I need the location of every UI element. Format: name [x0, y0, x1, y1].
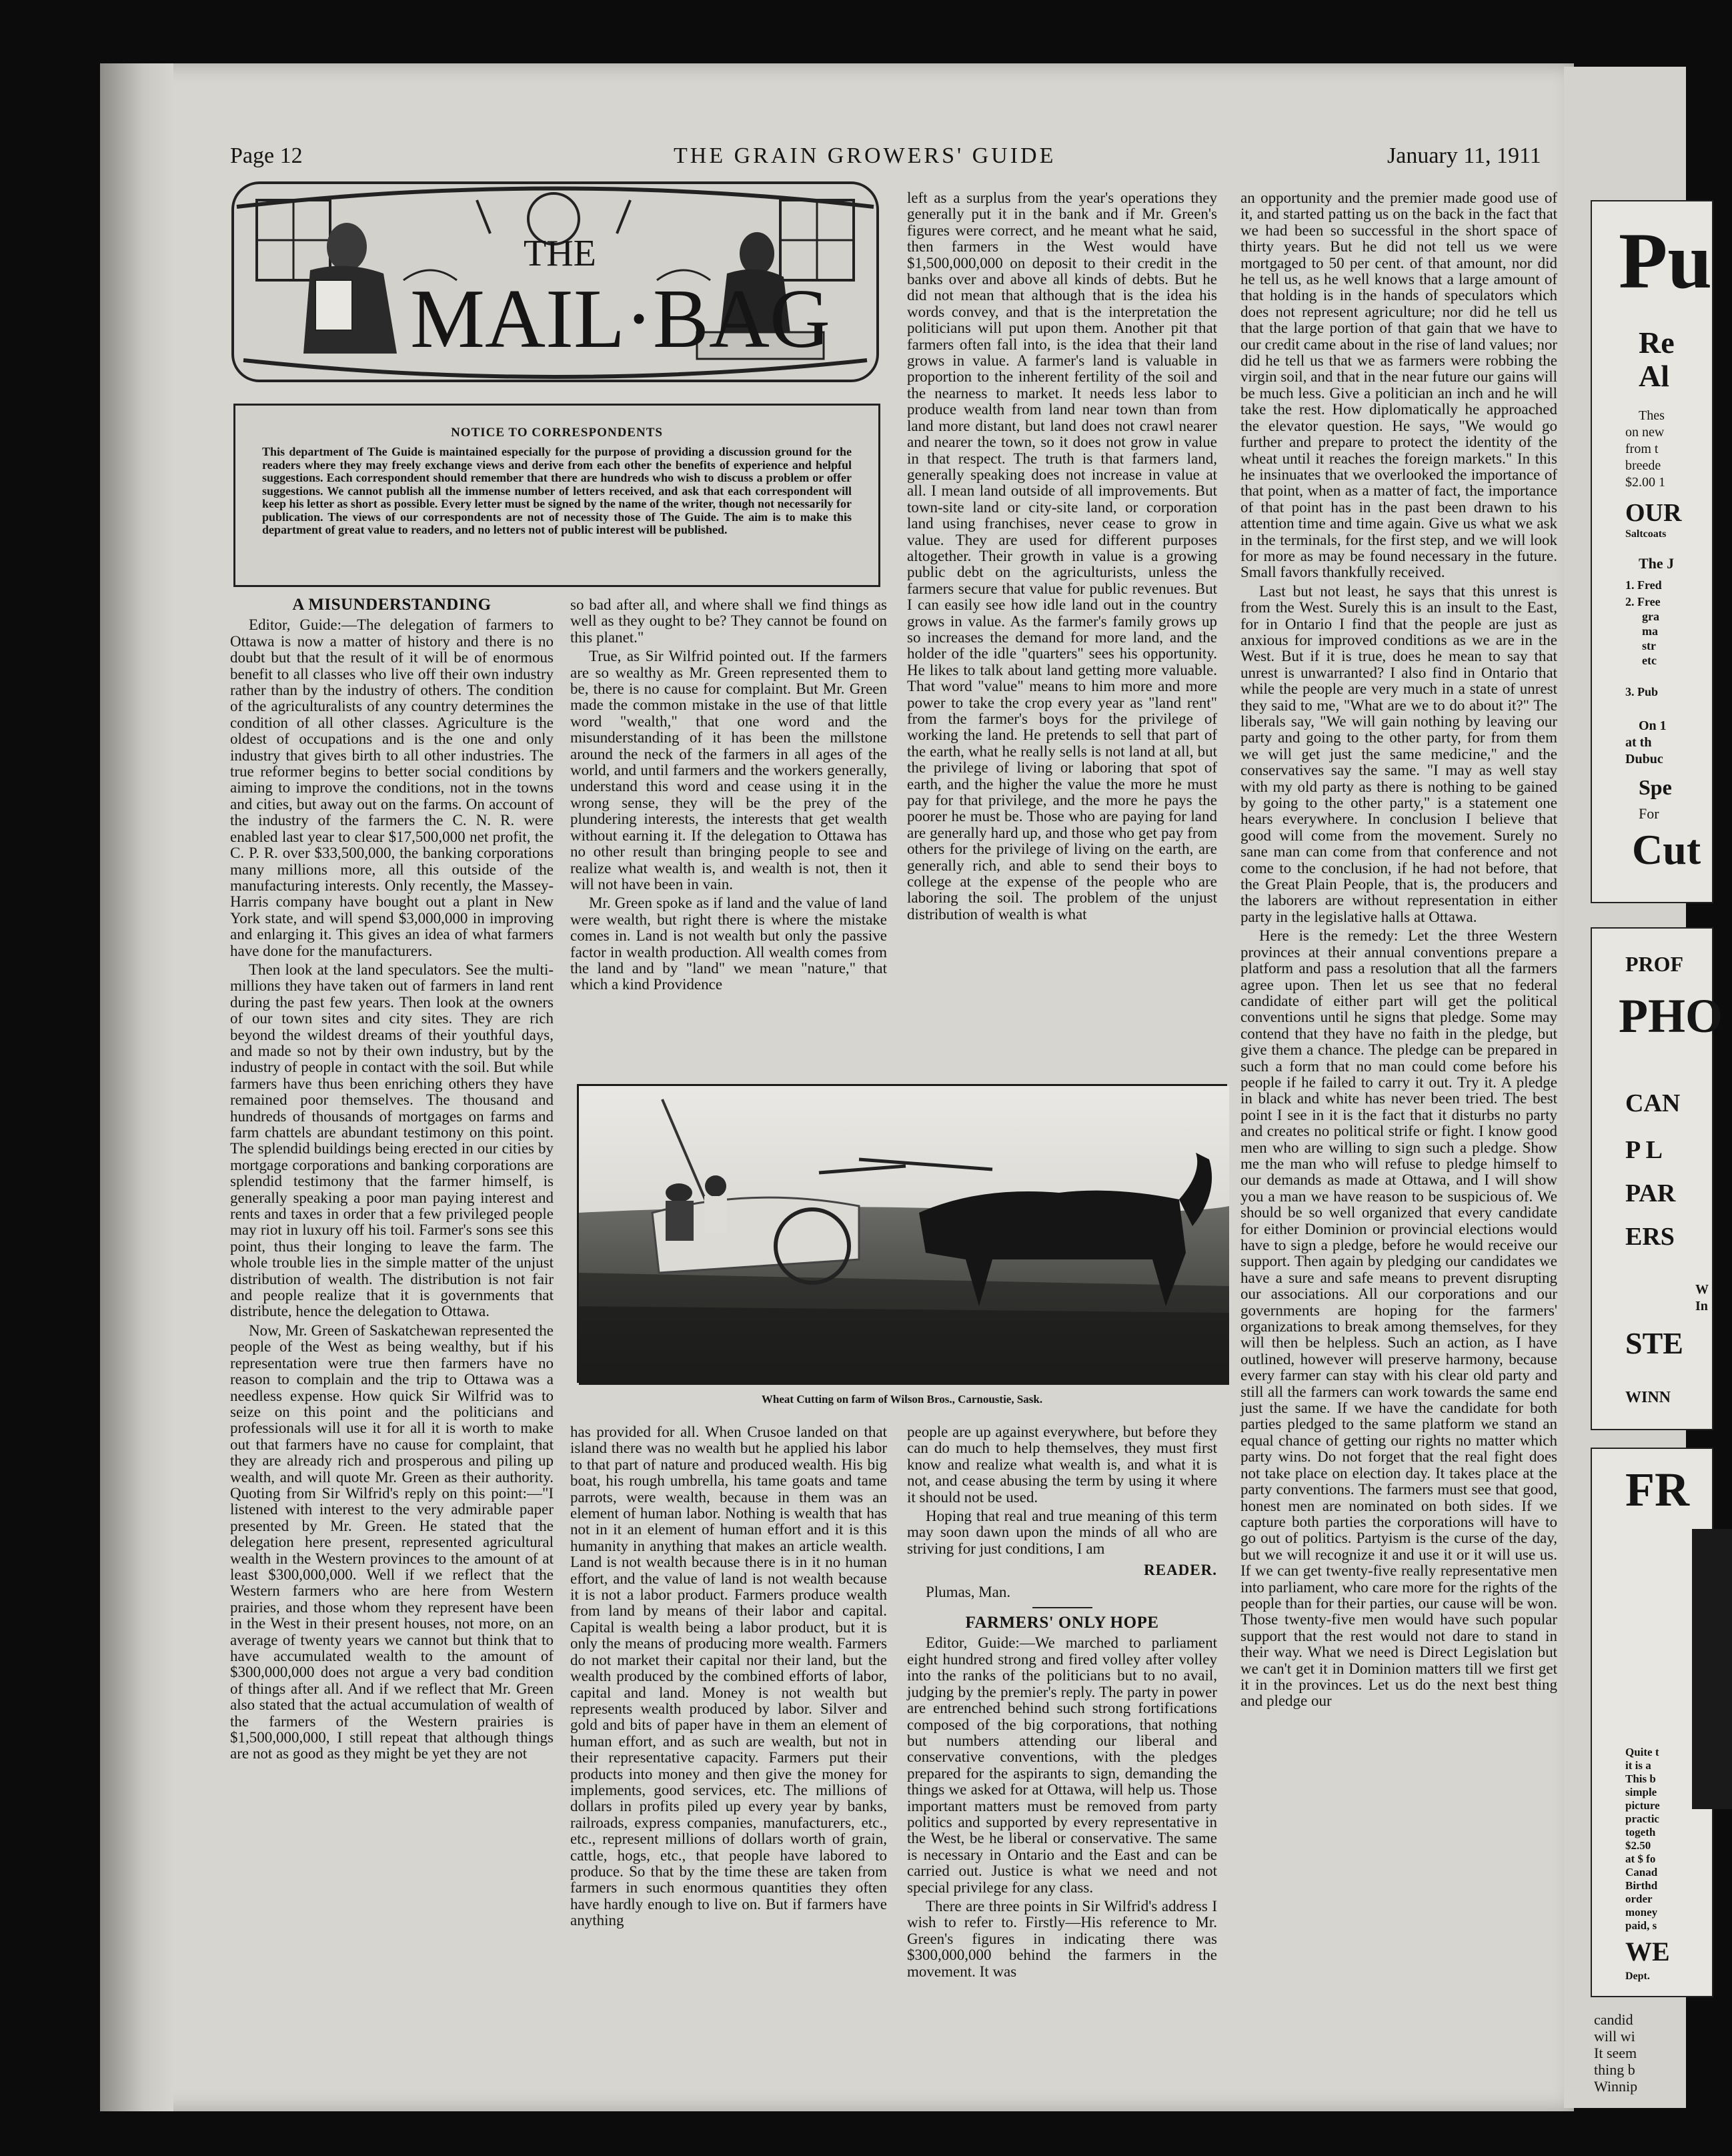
- mail-bag-banner: [230, 180, 880, 384]
- paragraph: Now, Mr. Green of Saskatchewan represented the people of the West as being wealthy, but if his representation were true then farmers have no reason to complain and the trip to Ottawa was a needless expense. How quick Sir Wilfrid was to seize on this point and the politicians and professionals will use it for all it is worth to make out that farmers have no cause for complaint, that they are already rich and prosperous and piling up wealth, and will quote Mr. Green as their authority. Quoting from Sir Wilfrid's reply on this point:—"I listened with interest to the very admirable paper presented by Mr. Green. He stated that the delegation here present, represented agricultural wealth in the Western provinces to the amount of at least $300,000,000. Well if we reflect that the Western farmers who are here from Western prairies, and those whom they represent have been in the West in their present houses, not more, on an average of twenty years we cannot but think that to have accumulated wealth to the amount of $300,000,000 does not argue a very bad condition of things after all. And if we reflect that Mr. Green also stated that the actual accumulation of wealth of the farmers of the Western prairies is $1,500,000,000, I still repeat that although things are not as good as they might be yet they are not: [230, 1321, 554, 1762]
- column-2-top: [570, 597, 887, 1057]
- paragraph: left as a surplus from the year's operations they generally put it in the bank and if Mr. Green's figures were correct, and he meant what he said, then farmers in the West would have $1,500,000,000 on deposit to their credit in the banks over and above all kinds of debts. But he did not mean that although that is the idea his words convey, and that is the interpretation the politicians will put upon them. Another pit that farmers often fall into, is the idea that their land grows in value. A farmer's land is valuable in proportion to the inherent fertility of the soil and the nearness to market. It needs less labor to produce wealth from land near town than from land more distant, but land does not crawl nearer and nearer the town, so it does not grow in value in that respect. The truth is that farmers land, generally speaking does not increase in value at all. I mean land outside of all improvements. But town-site land or city-site land, or corporation land using franchises, never cease to grow in value. They are used for different purposes altogether. Their growth in value is a growing public debt on the agriculturists, unless the farmers secure that value for public revenues. But I can easily see how idle land out in the country grows in value. As the farmer's family grows up so increases the demand for more land, and the holder of the idle "quarters" sees his opportunity. He likes to talk about land getting more valuable. That word "value" means to him more and more power to take the crop every year as "land rent" from the farmer's boys for the privilege of working the land. He pretends to sell that part of the earth, what he really sells is not land at all, but the privilege of living or laboring that spot of earth, and the higher the value the more he must pay for that privilege, and the more he pays the poorer he must be. Those who are paying for land are generally hard up, and those who get pay from others for the privilege of living on the earth, are generally rich, and able to send their boys to college at the expense of the people who are laboring the soil. The problem of the unjust distribution of wealth is what: [907, 189, 1217, 923]
- banner-the: THE: [524, 233, 596, 274]
- ad-line: on new: [1625, 425, 1665, 440]
- ad-line: Spe: [1639, 775, 1672, 799]
- paragraph: people are up against everywhere, but before they can do much to help themselves, they must first know and realize what wealth is, and what it is not, and cease abusing the term by using it where it should not be used.: [907, 1424, 1217, 1506]
- column-4: [1240, 190, 1557, 2011]
- ad-line: practic: [1625, 1812, 1659, 1825]
- paragraph: Editor, Guide:—The delegation of farmers to Ottawa is now a matter of history and there is no doubt but that the result of it will be of enormous benefit to all classes who live off their own industry rather than by the industry of others. The condition of the agriculturalists of any country determines the condition of all other classes. Agriculture is the oldest of occupations and is the one and only industry that gives birth to all other industries. The true reformer begins to better social conditions by aiming to improve the conditions, not in the towns and cities, but away out on the farms. On account of the industry of the farmers the C. N. R. were enabled last year to clear $17,500,000 net profit, the C. P. R. over $33,500,000, the banking corporations many millions more, all this outside of the manufacturing interests. Only recently, the Massey-Harris company have bought out a plant in New York state, and will spend $3,000,000 in improving and enlarging it. This gives an idea of what farmers have done for the manufacturers.: [230, 616, 554, 959]
- ad-headline: Pu: [1619, 216, 1713, 305]
- wheat-cutting-photo: [577, 1084, 1227, 1383]
- ad-line: etc: [1642, 654, 1657, 667]
- divider: [1032, 1607, 1092, 1608]
- page-binding: [100, 63, 173, 2111]
- ad-subhead: Al: [1639, 359, 1669, 393]
- notice-title: NOTICE TO CORRESPONDENTS: [451, 426, 663, 440]
- notice-body: This department of The Guide is maintained especially for the purpose of providing a discussion ground for the readers where they may freely exchange views and derive from each other the benefits of experience and helpful suggestions. Each correspondent should remember that there are hundreds who wish to discuss a problem or offer suggestions. We cannot publish all the immense number of letters received, and ask that each correspondent will keep his letter as short as possible. Every letter must be signed by the name of the writer, though not necessarily for publication. The views of our correspondents are not of necessity those of The Guide. The aim is to make this department of great value to readers, and no letters not of public interest will be published.: [262, 445, 852, 536]
- ad-line: simple: [1625, 1786, 1657, 1798]
- ad-subhead: Re: [1639, 326, 1675, 360]
- adjacent-ad-3: [1591, 1448, 1713, 1997]
- ad-image: [1692, 1529, 1732, 1809]
- ad-line: WINN: [1625, 1389, 1671, 1406]
- paragraph: so bad after all, and where shall we find things as well as they ought to be? They cannot be found on this planet.": [570, 596, 887, 646]
- ad-line: PROF: [1625, 952, 1684, 976]
- banner-illustration: [230, 180, 880, 384]
- ad-line: money: [1625, 1906, 1658, 1919]
- ad-line: P L: [1625, 1136, 1663, 1164]
- ad-line: ERS: [1625, 1223, 1675, 1251]
- dateline: Plumas, Man.: [926, 1583, 1011, 1600]
- signature-reader: READER.: [1144, 1562, 1217, 1579]
- ad-line: order: [1625, 1893, 1653, 1905]
- ad-line: PHO: [1619, 989, 1723, 1043]
- paragraph: Here is the remedy: Let the three Western provinces at their annual conventions prepare a platform and pass a resolution that all the farmers agree upon. Then let us see that no federal candidate of either part will get the political conventions until he signs that pledge. Some may contend that they have no faith in the pledge, but give them a chance. The pledge can be prepared in such a form that no man could come before his people if he failed to carry it out. Try it. A pledge in black and white has never been tried. The best point I see in it is the fact that it disturbs no party and creates no political strife or fight. I know good men who are willing to sign such a pledge. Show me the man who will refuse to pledge himself to our demands as made at Ottawa, and I will show you a man we have reason to be suspicious of. We should be so well organized that every candidate for either Dominion or provincial elections would have to sign a pledge, before he would receive our support. Then again by pledging our candidates we have a sure and safe means to prevent disrupting our associations. All our corporations and our governments are hoping for the farmers' organizations to break among themselves, for they will then be helpless. Such an action, as I have outlined, however will preserve harmony, because every farmer can stay with his clear old party and still all the farmers can work towards the same end just the same. If we have the candidate for both parties pledged to the same platform we stand an equal chance of getting our rights no matter which party wins. Do not forget that the real fight does not take place on election day. It takes place at the party conventions. The farmers must see that good, honest men are nominated on both sides. If we capture both parties the corporations will have to go out of politics. Partyism is the curse of the day, but we will recognize it and use it or it will use us. If we can get twenty-five really representative men into parliament, who care more for the rights of the people than for their parties, our cause will be won. Those twenty-five men would have such popular support that the rest would not dare to stand in their way. What we need is Direct Legislation but we can't get it in Dominion matters till we first get it in the provinces. Let us do the next best thing and pledge our: [1240, 927, 1557, 1710]
- ad-line: at $ fo: [1625, 1852, 1656, 1865]
- column-3-bottom: [907, 1424, 1217, 2011]
- ad-line: For: [1639, 805, 1659, 822]
- paragraph: True, as Sir Wilfrid pointed out. If the farmers are so wealthy as Mr. Green represented them to be, there is no cause for complaint. But Mr. Green made the common mistake in the use of that little word "wealth," that one word and the misunderstanding of it has been the millstone around the neck of the farmers in all ages of the world, and until farmers and the workers generally, understand this word and cease using it in the wrong sense, they will be the prey of the plundering interests, the interests that get wealth without earning it. If the delegation to Ottawa has no other result than bringing people to see and realize what wealth is, and wealth is not, then it will not have been in vain.: [570, 648, 887, 893]
- paragraph: Editor, Guide:—We marched to parliament eight hundred strong and fired volley after volley into the ranks of the politicians but to no avail, judging by the premier's reply. The party in power are entrenched behind such strong fortifications composed of the big corporations, that nothing but numbers attending our liberal and conservative conventions, with the pledges prepared for the aspirants to sign, demanding the things we asked for at Ottawa, will help us. Those important matters must be removed from party politics and supported by every representative in the West, be he liberal or conservative. The same is necessary in Ontario and the East and can be carried out. Justice is what we need and not special privilege for any class.: [907, 1634, 1217, 1896]
- ad-line: Cut: [1632, 826, 1701, 873]
- article-heading-farmers-only-hope: FARMERS' ONLY HOPE: [965, 1614, 1159, 1632]
- adjacent-text-line: It seem: [1594, 2045, 1637, 2061]
- ad-line: Quite t: [1625, 1746, 1659, 1758]
- ad-line: paid, s: [1625, 1919, 1657, 1932]
- ad-line: On 1: [1639, 718, 1667, 733]
- ad-line: it is a: [1625, 1759, 1651, 1772]
- ad-line: Thes: [1639, 408, 1665, 423]
- ad-line: $2.00 1: [1625, 475, 1665, 490]
- paragraph: There are three points in Sir Wilfrid's address I wish to refer to. Firstly—His reference to Mr. Green's figures in indicating there was $300,000,000 behind the farmers in the movement. It was: [907, 1897, 1217, 1980]
- column-2-bottom: [570, 1424, 887, 2011]
- ad-line: at th: [1625, 735, 1652, 750]
- ad-line: breede: [1625, 458, 1661, 473]
- ad-line: CAN: [1625, 1089, 1681, 1117]
- ad-line: 3. Pub: [1625, 685, 1659, 698]
- paragraph: an opportunity and the premier made good use of it, and started patting us on the back in the fact that we had been so successful in the short space of thirty years. But he did not tell us we were mortgaged to 50 per cent. of that amount, nor did he tell us, as he well knows that a large amount of that holding is in the hands of speculators which does not represent agriculture; nor did he tell us that the large portion of that gain that we have to our credit came about in the rise of land values; nor did he tell us that we as farmers were robbing the virgin soil, and that in the near future our gains will be much less. Give a politician an inch and he will take the rest. How diplomatically he approached the elevator question. He says, "We would go further and prepare to protect the identity of the wheat until it reaches the foreign markets." In this he insinuates that we overlooked the importance of that point, when as a matter of fact, the importance of that point has in the past been drawn to his attention time and time again. Give us what we ask in the terminals, for the first step, and we will look for more as may be found necessary in the future. Small favors thankfully received.: [1240, 189, 1557, 581]
- ad-line: Dept.: [1625, 1971, 1650, 1982]
- ad-line: picture: [1625, 1799, 1660, 1812]
- ad-line: 2. Free: [1625, 595, 1661, 608]
- ad-line: $2.50: [1625, 1839, 1651, 1852]
- ad-line: Birthd: [1625, 1879, 1658, 1892]
- paragraph: Last but not least, he says that this unrest is from the West. Surely this is an insult to the East, for in Ontario I find that the people are just as anxious for improved conditions as we are in the West. But if it is true, does he mean to say that unrest is unwarranted? I also find in Ontario that while the people are very much in a state of unrest they said to me, "What are we to do about it?" The liberals say, "We will gain nothing by leaving our party and going to the other party, for from them we will get just the same medicine," and the conservatives say the same. "I may as well stay with my old party as there is nothing to be gained by going to the other party," is a statement one hears everywhere. In conclusion I believe that good will come from the movement. Surely no sane man can come from that conference and not come to the conclusion, if he had not before, that the Great Plain People, that is, the producers and the laborers are without representation in either party in the legislative halls at Ottawa.: [1240, 582, 1557, 925]
- adjacent-page: [1564, 67, 1723, 2108]
- ad-line: 1. Fred: [1625, 578, 1662, 592]
- ad-line: Dubuc: [1625, 752, 1663, 766]
- banner-mail-bag: MAIL·BAG: [410, 273, 830, 366]
- ad-line: STE: [1625, 1326, 1683, 1360]
- paragraph: Mr. Green spoke as if land and the value of land were wealth, but right there is where the mistake comes in. Land is not wealth but only the passive factor in wealth production. All wealth comes from the land and by "land" we mean "nature," that which a kind Providence: [570, 895, 887, 993]
- article-heading-misunderstanding: A MISUNDERSTANDING: [292, 596, 492, 614]
- adjacent-text-line: will wi: [1594, 2028, 1635, 2045]
- adjacent-text-line: candid: [1594, 2011, 1633, 2028]
- ad-line: ma: [1642, 624, 1658, 638]
- adjacent-text-line: thing b: [1594, 2061, 1635, 2078]
- ad-line: This b: [1625, 1772, 1656, 1785]
- ad-line: Canad: [1625, 1866, 1658, 1878]
- issue-date: January 11, 1911: [1387, 143, 1541, 168]
- adjacent-ad-1: [1591, 200, 1713, 903]
- ad-line: str: [1642, 639, 1656, 652]
- ad-line: W: [1695, 1282, 1709, 1297]
- ad-line: The J: [1639, 555, 1675, 572]
- page-number: Page 12: [230, 143, 303, 168]
- paragraph: Then look at the land speculators. See the multi-millions they have taken out of farmers in land rent during the past few years. Then look at the owners of our town sites and city sites. They are rich beyond the wildest dreams of their youthful days, and made so not by their own industry, but by the industry of people in contact with the soil. But while farmers have thus been enriching others they have remained poor themselves. The thousand and hundreds of thousands of mortgages on farms and farm chattels are abundant testimony on this point. The splendid buildings being erected in our cities by mortgage corporations and banking corporations are splendid testimony that the farmer himself, is generally speaking a poor man paying interest and rents and taxes in order that a few privileged people may riot in luxury off his toil. Farmer's sons see this point, thus their longing to leave the farm. The whole trouble lies in the simple matter of the unjust distribution of wealth. The distribution is not fair and people realize that it is governments that distribute, hence the delegation to Ottawa.: [230, 961, 554, 1320]
- ad-line: Saltcoats: [1625, 528, 1667, 540]
- ad-line: OUR: [1625, 499, 1682, 527]
- paragraph: Hoping that real and true meaning of this term may soon dawn upon the minds of all who are striving for just conditions, I am: [907, 1508, 1217, 1557]
- column-3-top: [907, 190, 1217, 1051]
- adjacent-ad-2: [1591, 927, 1723, 1430]
- running-title: THE GRAIN GROWERS' GUIDE: [674, 143, 1056, 168]
- adjacent-text-line: Winnip: [1594, 2078, 1638, 2095]
- column-1: [230, 597, 554, 2011]
- paragraph: has provided for all. When Crusoe landed on that island there was no wealth but he applied his labor to that part of nature and produced wealth. His big boat, his rough umbrella, his tame goats and tame parrots, were wealth, because in them was an element of human labor. Nothing is wealth that has not in it an element of human effort and it is this humanity in anything that makes an article wealth. Land is not wealth because there is in it no human effort, and the value of land is not wealth because it is not a labor product. Farmers produce wealth from land by means of their labor and capital. Capital is wealth being a labor product, but it is only the means of producing more wealth. Farmers do not market their capital nor their land, but the wealth produced by the combined efforts of labor, capital and land. Money is not wealth but represents wealth produced by labor. Silver and gold and bits of paper have in them an element of human effort, and as such are wealth, but not in their representative capacity. Farmers put their products into money and then give the money for implements, good services, etc. The millions of dollars in profits piled up every year by banks, railroads, express companies, manufacturers, etc., etc., represent millions of dollars worth of grain, cattle, hogs, etc., that people have labored to produce. So that by the time these are taken from farmers in such enormous quantities they often have hardly enough to live on. But if farmers have anything: [570, 1424, 887, 1929]
- photo-image: [579, 1086, 1229, 1385]
- photo-caption: Wheat Cutting on farm of Wilson Bros., Carnoustie, Sask.: [761, 1393, 1043, 1406]
- ad-line: FR: [1625, 1463, 1689, 1516]
- ad-line: In: [1695, 1299, 1708, 1313]
- ad-line: togeth: [1625, 1826, 1656, 1838]
- ad-line: PAR: [1625, 1179, 1676, 1207]
- notice-to-correspondents: [233, 404, 880, 587]
- ad-line: WE: [1625, 1937, 1670, 1967]
- ad-line: gra: [1642, 610, 1659, 623]
- ad-line: from t: [1625, 442, 1659, 456]
